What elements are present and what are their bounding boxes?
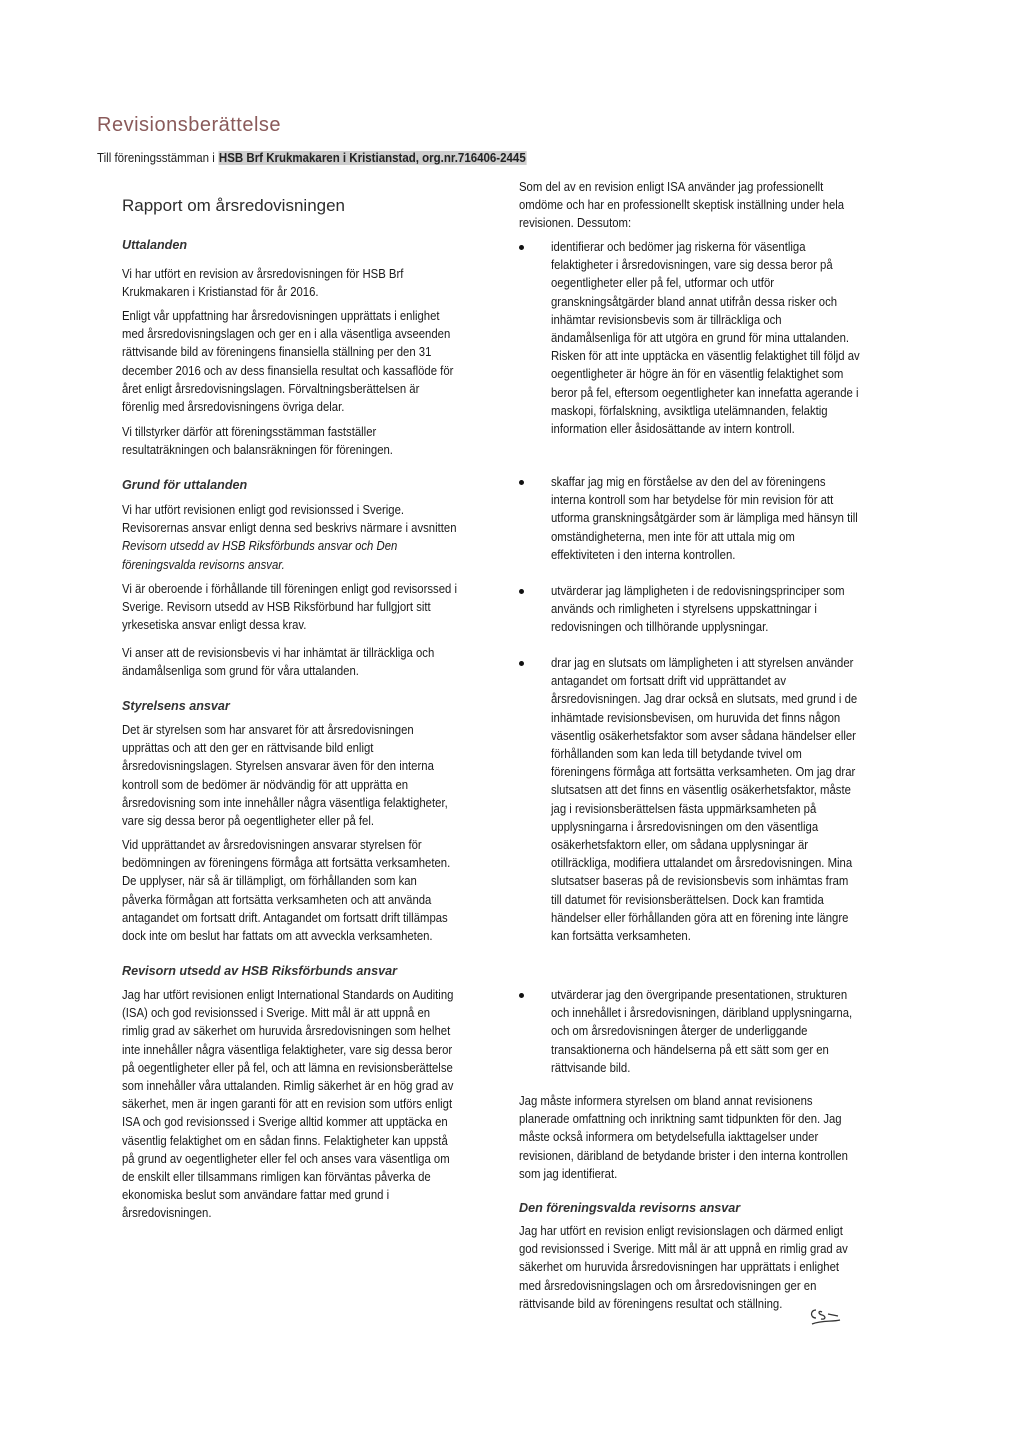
text-line: upprättas och att den ger en rättvisande bild enligt [122,741,374,756]
grund-heading: Grund för uttalanden [122,478,248,492]
text-line: utvärderar jag den övergripande presentationen, strukturen [551,988,848,1002]
styrelsen-heading: Styrelsens ansvar [122,699,230,713]
text-line: årsredovisningslagen. Styrelsen ansvarar även för den interna [122,759,434,774]
paragraph-p7 [122,721,484,830]
text-line: de enskilt eller tillsammans rimligen kan förväntas påverka de [122,1170,431,1185]
text-line: på oegentligheter eller på fel, och att lämna en revisionsberättelse [122,1060,453,1075]
text-line: rättvisande bild. [551,1060,631,1075]
text-line: god revisionssed i Sverige. Mitt mål är att uppnå en rimlig grad av [519,1242,848,1257]
paragraph-p1 [122,265,435,301]
paragraph-inform [519,1092,884,1183]
text-line: Vi har utfört en revision av årsredovisningen för HSB Brf [122,267,404,281]
document-title: Revisionsberättelse [97,114,282,136]
foreningsvalda-heading: Den föreningsvalda revisorns ansvar [519,1201,741,1215]
text-line: väsentlig osäkerhetsfaktor som avser sådana händelser eller [551,728,856,743]
bullet-dot [519,993,524,998]
paragraph-p4 [122,501,494,574]
text-line: Sverige. Revisorn utsedd av HSB Riksförbund har fullgjort sitt [122,600,431,615]
text-line: måste också informera om betydelsefulla iakttagelser under [519,1130,819,1145]
text-line: Enligt vår uppfattning har årsredovisningen upprättats i enlighet [122,309,440,323]
text-line: Vid upprättandet av årsredovisningen ansvarar styrelsen för [122,838,422,852]
text-line: Jag måste informera styrelsen om bland annat revisionens [519,1094,813,1108]
text-line: utvärderar jag lämpligheten i de redovisningsprinciper som [551,584,845,598]
text-line: revisionen, däribland de betydande brister i den interna kontrollen [519,1148,848,1163]
paragraph-p6 [122,644,469,680]
bullet-text [551,238,894,438]
paragraph-p2 [122,307,490,416]
bullet-text [551,582,877,637]
text-line: Vi tillstyrker därför att föreningsstämman fastställer [122,425,377,439]
text-line: på grund av oegentligheter eller fel och anses vara väsentliga om [122,1151,450,1166]
text-line: säkerhet om huruvida årsredovisningen har upprättats i enlighet [519,1260,840,1275]
bullet-text [551,986,886,1077]
section-title: Rapport om årsredovisningen [122,196,346,215]
text-line: utforma granskningsåtgärder som är lämpliga med hänsyn till [551,511,858,526]
text-line: ändamålsenliga som grund för våra uttalanden. [122,664,359,679]
text-line: effektiviteten i den interna kontrollen. [551,547,736,562]
text-line: förhållanden som kan leda till betydande tvivel om [551,747,802,762]
text-line: påverka förmågan att fortsätta verksamheten och att använda [122,892,432,907]
text-line: skaffar jag mig en förståelse av den del av föreningens [551,475,826,489]
text-line: inhämtar revisionsbevis som är tillräckliga och [551,312,782,327]
text-line: kan fortsätta verksamheten. [551,929,691,944]
bullet-text [551,654,891,945]
text-line: upplysningarna i årsredovisningen om den väsentliga [551,819,819,834]
text-line: rimlig grad av säkerhet om huruvida årsredovisningen som helhet [122,1024,451,1039]
recipient-prefix: Till föreningsstämman i [97,151,219,165]
text-line: säkerhet, men är ingen garanti för att en revision som utförs enligt [122,1097,453,1112]
bullet-text [551,473,892,564]
text-line: rättvisande bild av föreningens resultat och ställning. [519,1296,783,1311]
text-line: inhämtade revisionsbevisen, om huruvida det finns någon [551,710,841,725]
initials-signature [808,1300,844,1328]
text-line: rättvisande bild av föreningens finansiella ställning per den 31 [122,345,432,360]
text-line: Krukmakaren i Kristianstad för år 2016. [122,285,319,300]
text-line: ändamålsenliga för att utgöra en grund för mina uttalanden. [551,331,850,346]
text-line: antagandet om fortsatt drift. Antagandet om fortsatt drift tillämpas [122,910,448,925]
text-line: föreningens förmåga att fortsätta verksamheten. Om jag drar [551,765,856,780]
recipient-line [97,151,527,165]
text-line: som jag identifierat. [519,1166,618,1181]
text-line: oegentligheter är högre än för en väsentlig felaktighet som [551,367,844,382]
text-line: och innehållet i årsredovisningen, däribland upplysningarna, [551,1006,853,1021]
text-line: omdöme och har en professionellt skeptisk inställning under hela [519,198,845,213]
text-line: ISA och god revisionssed i Sverige alltid kommer att upptäcka en [122,1115,448,1130]
text-line: används och rimligheten i styrelsens uppskattningar i [551,602,817,617]
text-line: revisionen. Dessutom: [519,216,632,231]
text-line: De upplyser, när så är tillämpligt, om förhållanden som kan [122,874,417,889]
text-line: vare sig dessa beror på oegentligheter eller på fel. [122,814,375,829]
text-line: väsentlig felaktighet om en sådan finns. Felaktigheter kan uppstå [122,1133,448,1148]
text-line: beror på fel, eftersom oegentligheter kan innefatta agerande i [551,385,859,400]
text-line: felaktigheter i årsredovisningen, vare sig dessa beror på [551,258,833,273]
text-line: bedömningen av föreningens förmåga att fortsätta verksamheten. [122,856,451,871]
text-line: drar jag en slutsats om lämpligheten i att styrelsen använder [551,656,854,670]
paragraph-p9 [122,986,490,1223]
text-line: kontroll som de bedömer är nödvändig för att upprätta en [122,777,409,792]
uttalanden-heading: Uttalanden [122,238,188,252]
text-line: resultaträkningen och balansräkningen för föreningen. [122,443,393,458]
text-line: och om årsredovisningen återger de underliggande [551,1024,808,1039]
text-line: händelser eller förhållanden göra att en förening inte längre [551,910,849,925]
text-line: till datumet för revisionsberättelsen. Dock kan framtida [551,892,824,907]
text-line: slutsatsen att det finns en väsentlig osäkerhetsfaktor, måste [551,783,851,798]
text-line: Jag har utfört en revision enligt revisionslagen och därmed enligt [519,1224,843,1238]
text-line: Vi har utfört revisionen enligt god revisionssed i Sverige. [122,503,405,517]
text-line: Jag har utfört revisionen enligt International Standards on Auditing [122,988,454,1002]
text-line: Det är styrelsen som har ansvaret för att årsredovisningen [122,723,414,737]
text-line: inte innehåller några väsentliga felaktigheter, vare sig dessa beror [122,1042,453,1057]
text-line: december 2016 och av dess finansiella resultat och kassaflöde för [122,363,454,378]
text-line: föreningsvalda revisorns ansvar. [122,557,285,572]
text-line: Revisorn utsedd av HSB Riksförbunds ansvar och Den [122,539,398,554]
text-line: omständigheterna, men inte för att uttala mig om [551,529,795,544]
text-line: Som del av en revision enligt ISA använder jag professionellt [519,180,824,194]
text-line: Risken för att inte upptäcka en väsentlig felaktighet till följd av [551,349,860,364]
text-line: Vi är oberoende i förhållande till föreningen enligt god revisorssed i [122,582,457,596]
text-line: Revisorernas ansvar enligt denna sed beskrivs närmare i avsnitten [122,521,457,536]
recipient-highlight: HSB Brf Krukmakaren i Kristianstad, org.nr.716406-2445 [218,151,526,165]
text-line: (ISA) och god revisionssed i Sverige. Mitt mål är att uppnå en [122,1006,431,1021]
text-line: årsredovisningen. Jag drar också en slutsats, med grund i de [551,692,858,707]
paragraph-intro [519,178,880,233]
text-line: årsredovisningen. [122,1206,212,1221]
text-line: antagandet om fortsatt drift vid upprättandet av [551,674,787,689]
text-line: årsredovisning som inte innehåller några väsentliga felaktigheter, [122,795,448,810]
text-line: otillräckliga, modifiera uttalandet om årsredovisningen. Mina [551,856,853,871]
text-line: jag i revisionsberättelsen fästa uppmärksamheten på [551,801,817,816]
text-line: med årsredovisningslagen och ger en i alla väsentliga avseenden [122,327,451,342]
text-line: dock inte om beslut har fattats om att avveckla verksamheten. [122,929,433,944]
text-line: Vi anser att de revisionsbevis vi har inhämtat är tillräckliga och [122,646,435,660]
paragraph-p3 [122,423,423,459]
revisorn-heading: Revisorn utsedd av HSB Riksförbunds ansvar [122,964,398,978]
text-line: interna kontroll som har betydelse för min revision för att [551,493,834,508]
text-line: förenlig med årsredovisningens övriga delar. [122,400,345,415]
paragraph-p5 [122,580,494,635]
text-line: maskopi, förfalskning, avsiktliga utelämnanden, felaktig [551,403,828,418]
text-line: oegentligheter eller på fel, utformar och utför [551,276,775,291]
bullet-dot [519,661,524,666]
text-line: slutsatser baseras på de revisionsbevis som inhämtas fram [551,874,849,889]
text-line: planerade omfattning och inriktning samt tidpunkten för den. Jag [519,1112,842,1127]
text-line: osäkerhetsfaktorn eller, om sådana upplysningar är [551,838,809,853]
text-line: som innehåller våra uttalanden. Rimlig säkerhet är en hög grad av [122,1079,454,1094]
text-line: information eller åsidosättande av intern kontroll. [551,422,795,437]
paragraph-p8 [122,836,487,945]
bullet-dot [519,245,524,250]
text-line: redovisningen och tillhörande upplysningar. [551,620,769,635]
bullet-dot [519,589,524,594]
text-line: ekonomiska beslut som användare fattar med grund i [122,1188,390,1203]
text-line: med årsredovisningslagen och om årsredovisningen ger en [519,1278,817,1293]
text-line: yrkesetiska ansvar enligt dessa krav. [122,618,307,633]
text-line: granskningsåtgärder bland annat utifrån dessa risker och [551,294,838,309]
text-line: identifierar och bedömer jag riskerna för väsentliga [551,240,806,254]
bullet-dot [519,480,524,485]
text-line: transaktionerna och händelserna på ett sätt som ger en [551,1042,829,1057]
text-line: året enligt årsredovisningslagen. Förvaltningsberättelsen är [122,381,420,396]
